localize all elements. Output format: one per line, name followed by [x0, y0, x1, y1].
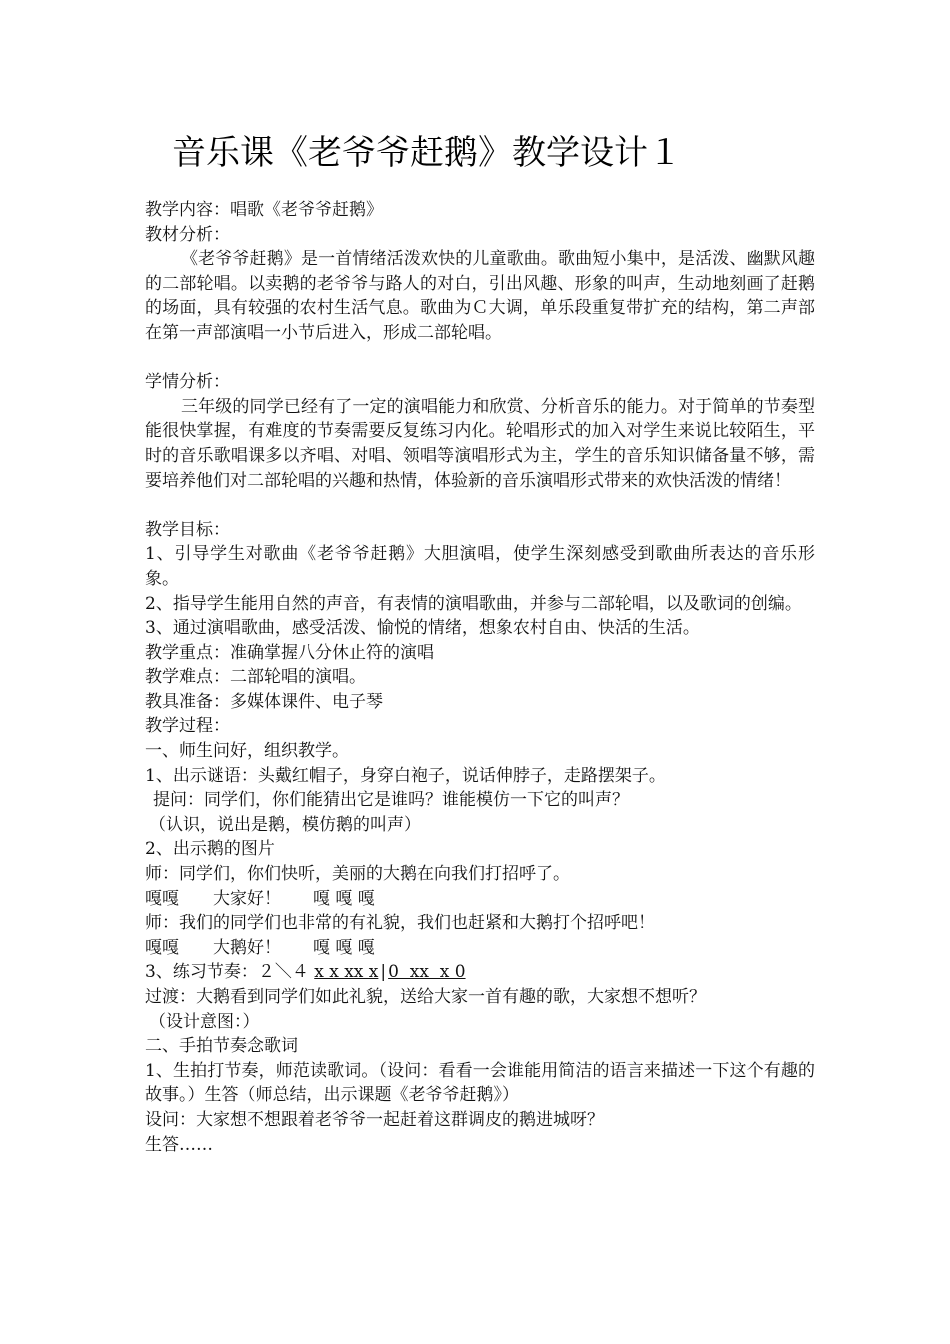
question: 提问：同学们，你们能猜出它是谁吗？谁能模仿一下它的叫声？	[153, 790, 629, 811]
teaching-content: 教学内容：唱歌《老爷爷赶鹅》	[145, 200, 383, 220]
teacher-line: 师：同学们，你们快听，美丽的大鹅在向我们打招呼了。	[145, 864, 570, 885]
call-word: 嘎嘎	[145, 888, 179, 909]
process-heading: 教学过程：	[145, 716, 230, 737]
goal-item: 2、指导学生能用自然的声音，有表情的演唱歌曲，并参与二部轮唱，以及歌词的创编。	[145, 593, 802, 614]
call-sound: 嘎 嘎 嘎	[313, 888, 375, 909]
goose-call-line	[145, 887, 815, 912]
step2-item: 1、生拍打节奏，师范读歌词。（设问：看看一会谁能用简洁的语言来描述一下这个有趣的故事。）生答（师总结，出示课题《老爷爷赶鹅》）	[145, 1060, 815, 1106]
rhythm-bar: 0 xx x 0	[388, 962, 466, 983]
document-body	[145, 198, 815, 1157]
material-heading: 教材分析：	[145, 224, 230, 245]
spacer	[145, 346, 815, 371]
design-intent: （设计意图：）	[149, 1011, 260, 1032]
key-point: 教学重点：准确掌握八分休止符的演唱	[145, 642, 434, 663]
teaching-tools: 教具准备：多媒体课件、电子琴	[145, 691, 383, 712]
step1-heading: 一、师生问好，组织教学。	[145, 741, 349, 762]
picture-step: 2、出示鹅的图片	[145, 839, 275, 860]
step2-heading: 二、手拍节奏念歌词	[145, 1036, 298, 1057]
goal-item: 1、引导学生对歌曲《老爷爷赶鹅》大胆演唱，使学生深刻感受到歌曲所表达的音乐形象。	[145, 544, 815, 589]
document-title: 音乐课《老爷爷赶鹅》教学设计１	[172, 133, 682, 173]
rhythm-line	[145, 960, 815, 985]
call-greeting: 大鹅好！	[213, 937, 281, 958]
step2-question: 设问：大家想不想跟着老爷爷一起赶着这群调皮的鹅进城呀？	[145, 1109, 604, 1130]
bar-separator: |	[380, 962, 387, 983]
students-paragraph: 三年级的同学已经有了一定的演唱能力和欣赏、分析音乐的能力。对于简单的节奏型能很快掌握，有难度的节奏需要反复练习内化。轮唱形式的加入对学生来说比较陌生，平时的音乐歌唱课多以齐唱、对唱、领唱等演唱形式为主，学生的音乐知识储备量不够，需要培养他们对二部轮唱的兴趣和热情，体验新的音乐演唱形式带来的欢快活泼的情绪！	[145, 396, 815, 491]
step2-answer: 生答……	[145, 1134, 213, 1155]
rhythm-bar: x x xx x	[314, 962, 379, 983]
goals-heading: 教学目标：	[145, 519, 230, 540]
transition: 过渡：大鹅看到同学们如此礼貌，送给大家一首有趣的歌，大家想不想听？	[145, 987, 706, 1007]
material-paragraph: 《老爷爷赶鹅》是一首情绪活泼欢快的儿童歌曲。歌曲短小集中，是活泼、幽默风趣的二部轮唱。以卖鹅的老爷爷与路人的对白，引出风趣、形象的叫声，生动地刻画了赶鹅的场面，具有较强的农村生活气息。歌曲为Ｃ大调，单乐段重复带扩充的结构，第二声部在第一声部演唱一小节后进入，形成二部轮唱。	[145, 249, 815, 343]
call-word: 嘎嘎	[145, 937, 179, 958]
rhythm-prefix: 3、练习节奏：２＼４	[145, 962, 315, 983]
students-heading: 学情分析：	[145, 372, 230, 393]
teacher-line: 师：我们的同学们也非常的有礼貌，我们也赶紧和大鹅打个招呼吧！	[145, 913, 655, 934]
call-greeting: 大家好！	[213, 888, 281, 909]
goose-call-line	[145, 936, 815, 961]
answer: （认识，说出是鹅，模仿鹅的叫声）	[149, 814, 421, 835]
call-sound: 嘎 嘎 嘎	[313, 937, 375, 958]
difficulty: 教学难点：二部轮唱的演唱。	[145, 667, 366, 688]
spacer	[145, 493, 815, 518]
goal-item: 3、通过演唱歌曲，感受活泼、愉悦的情绪，想象农村自由、快活的生活。	[145, 618, 700, 639]
riddle: 1、出示谜语：头戴红帽子，身穿白袍子，说话伸脖子，走路摆架子。	[145, 765, 666, 786]
